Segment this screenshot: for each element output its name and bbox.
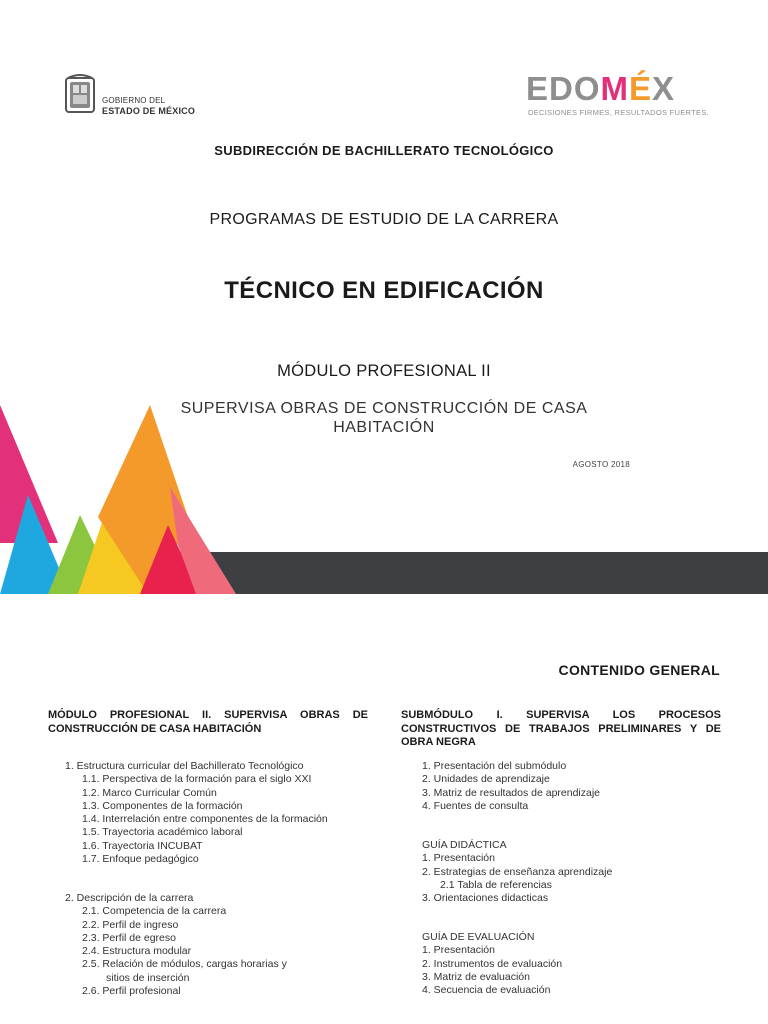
coat-of-arms-icon	[62, 74, 98, 116]
list-item: 1.1. Perspectiva de la formación para el siglo XXI	[82, 773, 312, 786]
gobierno-text	[102, 96, 195, 116]
list-item: 2.2. Perfil de ingreso	[82, 918, 179, 931]
edomex-logo	[522, 70, 722, 122]
guia-evaluacion	[422, 931, 562, 997]
list-item: 1.2. Marco Curricular Común	[82, 786, 217, 799]
list-item: 2.1. Competencia de la carrera	[82, 905, 227, 918]
list-item: 2.6. Perfil profesional	[82, 985, 181, 998]
edomex-tagline: DECISIONES FIRMES, RESULTADOS FUERTES.	[528, 108, 710, 117]
list-item: 4. Fuentes de consulta	[422, 799, 529, 812]
guia-evaluacion-title: GUÍA DE EVALUACIÓN	[422, 931, 535, 943]
carrera-title: TÉCNICO EN EDIFICACIÓN	[224, 277, 544, 304]
date-label: AGOSTO 2018	[572, 460, 630, 469]
submodulo-list	[422, 760, 600, 813]
list-item: 1. Presentación	[422, 944, 495, 957]
list-item: 2.4. Estructura modular	[82, 945, 192, 958]
edomex-wordmark: EDOMÉX	[526, 70, 676, 107]
list-item: 2. Descripción de la carrera	[65, 892, 194, 904]
list-item: 1.4. Interrelación entre componentes de la formación	[82, 813, 328, 826]
left-column-title: MÓDULO PROFESIONAL II. SUPERVISA OBRAS DE CONSTRUCCIÓN DE CASA HABITACIÓN	[48, 709, 368, 735]
list-item: 1. Presentación del submódulo	[422, 760, 567, 772]
list-item: 2.1 Tabla de referencias	[440, 878, 552, 891]
left-section-1	[65, 760, 328, 866]
guia-didactica-title: GUÍA DIDÁCTICA	[422, 839, 507, 851]
list-item: 1.7. Enfoque pedagógico	[82, 853, 199, 866]
list-item: 2. Unidades de aprendizaje	[422, 773, 550, 786]
gobierno-line-1: GOBIERNO DEL	[102, 96, 166, 105]
left-section-2	[65, 892, 287, 998]
list-item: 4. Secuencia de evaluación	[422, 984, 551, 997]
programas-heading: PROGRAMAS DE ESTUDIO DE LA CARRERA	[209, 211, 559, 228]
modulo-heading: MÓDULO PROFESIONAL II	[277, 362, 491, 380]
gobierno-line-2: ESTADO DE MÉXICO	[102, 106, 196, 116]
list-item: 2.3. Perfil de egreso	[82, 931, 176, 944]
list-item: 3. Orientaciones didacticas	[422, 892, 549, 905]
list-item: 1.3. Componentes de la formación	[82, 799, 243, 812]
subdireccion-heading: SUBDIRECCIÓN DE BACHILLERATO TECNOLÓGICO	[214, 143, 554, 158]
list-item: 1.5. Trayectoria académico laboral	[82, 826, 243, 839]
list-item: 1. Presentación	[422, 852, 495, 865]
list-item: 3. Matriz de resultados de aprendizaje	[422, 786, 601, 799]
list-item: 1. Estructura curricular del Bachillerato Tecnológico	[65, 760, 304, 772]
list-item: 2. Estrategias de enseñanza aprendizaje	[422, 865, 613, 878]
list-item: 2.5. Relación de módulos, cargas horarias y	[82, 958, 287, 971]
decorative-band	[0, 405, 768, 600]
right-column-title: SUBMÓDULO I. SUPERVISA LOS PROCESOS CONSTRUCTIVOS DE TRABAJOS PRELIMINARES Y DE OBRA NEGRA	[401, 709, 721, 748]
list-item: sitios de inserción	[106, 971, 190, 984]
list-item: 1.6. Trayectoria INCUBAT	[82, 839, 203, 852]
contents-title: CONTENIDO GENERAL	[558, 662, 720, 678]
guia-didactica	[422, 839, 612, 905]
submodule-subtitle: SUPERVISA OBRAS DE CONSTRUCCIÓN DE CASA HABITACIÓN	[180, 400, 588, 436]
gobierno-logo	[62, 74, 212, 118]
list-item: 3. Matriz de evaluación	[422, 970, 530, 983]
list-item: 2. Instrumentos de evaluación	[422, 957, 563, 970]
